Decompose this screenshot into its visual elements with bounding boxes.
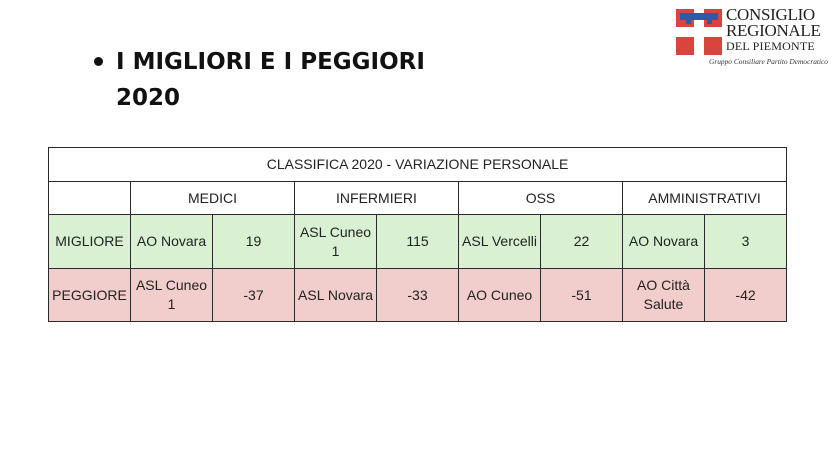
slide-title-line-1: I MIGLIORI E I PEGGIORI (116, 49, 425, 75)
entity-cell: ASL Vercelli (459, 215, 541, 269)
value-cell: 19 (213, 215, 295, 269)
row-label: MIGLIORE (49, 215, 131, 269)
entity-cell: ASL Cuneo 1 (295, 215, 377, 269)
category-header: OSS (459, 182, 623, 215)
logo-wordmark (726, 7, 828, 53)
entity-cell: AO Novara (131, 215, 213, 269)
category-header: MEDICI (131, 182, 295, 215)
corner-cell (49, 182, 131, 215)
value-cell: -33 (377, 269, 459, 322)
logo-line-3: DEL PIEMONTE (726, 39, 815, 53)
council-logo (676, 7, 828, 69)
logo-line-1: CONSIGLIO (726, 5, 815, 24)
value-cell: -42 (705, 269, 787, 322)
value-cell: -37 (213, 269, 295, 322)
category-header: INFERMIERI (295, 182, 459, 215)
entity-cell: AO Cuneo (459, 269, 541, 322)
table-row-best (49, 215, 787, 269)
entity-cell: ASL Cuneo 1 (131, 269, 213, 322)
slide-title (94, 44, 494, 116)
category-header: AMMINISTRATIVI (623, 182, 787, 215)
value-cell: 3 (705, 215, 787, 269)
bullet-icon (94, 57, 103, 66)
value-cell: 115 (377, 215, 459, 269)
slide-title-line-2: 2020 (116, 85, 181, 111)
entity-cell: AO Città Salute (623, 269, 705, 322)
ranking-table (48, 147, 787, 322)
piedmont-flag-icon (676, 9, 722, 55)
table-row-worst (49, 269, 787, 322)
value-cell: 22 (541, 215, 623, 269)
entity-cell: AO Novara (623, 215, 705, 269)
value-cell: -51 (541, 269, 623, 322)
logo-line-2: REGIONALE (726, 21, 821, 40)
row-label: PEGGIORE (49, 269, 131, 322)
logo-subtitle: Gruppo Consiliare Partito Democratico (709, 57, 828, 66)
table-title: CLASSIFICA 2020 - VARIAZIONE PERSONALE (49, 148, 787, 182)
entity-cell: ASL Novara (295, 269, 377, 322)
